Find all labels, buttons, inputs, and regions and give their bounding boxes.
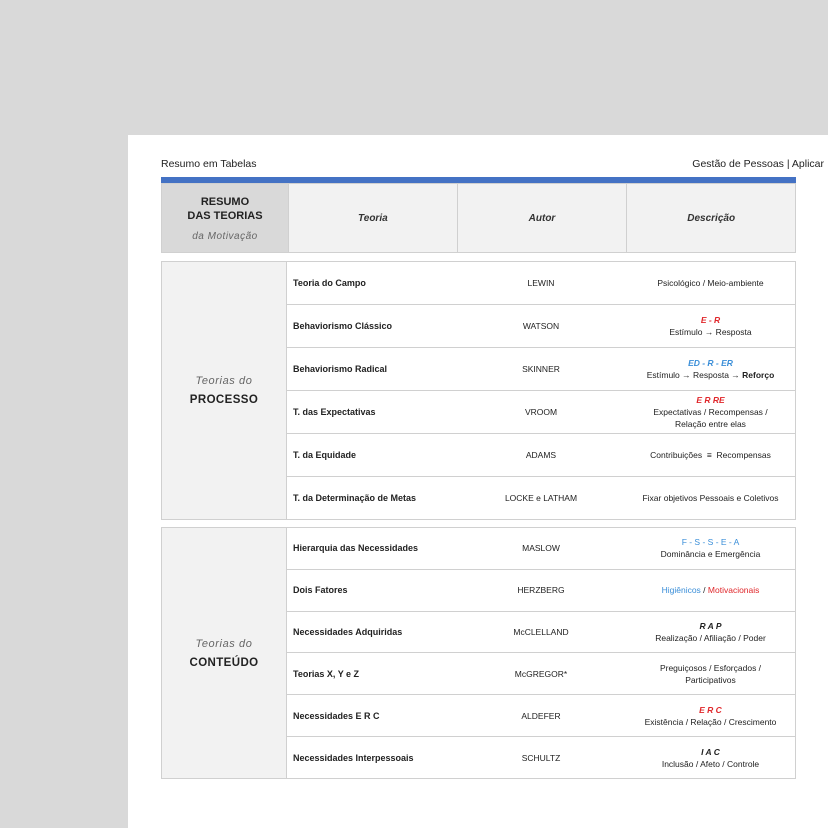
desc-code: E R C xyxy=(699,704,722,715)
cell-autor: WATSON xyxy=(522,321,560,331)
group-label-bold: PROCESSO xyxy=(189,394,259,406)
cell-teoria: Necessidades E R C xyxy=(293,710,380,721)
cell-descricao xyxy=(626,570,795,611)
desc-text: Preguiçosos / Esforçados / xyxy=(659,662,762,673)
cell-autor: SCHULTZ xyxy=(521,752,561,763)
cell-autor: LEWIN xyxy=(527,278,555,288)
cell-descricao xyxy=(626,262,795,304)
desc-text: Fixar objetivos Pessoais e Coletivos xyxy=(642,493,779,503)
desc-code: R A P xyxy=(699,621,722,632)
cell-autor: SKINNER xyxy=(522,364,560,374)
table-row xyxy=(287,434,795,477)
cell-teoria: Necessidades Interpessoais xyxy=(293,752,414,763)
table-title-line2: DAS TEORIAS xyxy=(187,209,263,222)
col-header-descricao: Descrição xyxy=(626,184,795,252)
desc-code: I A C xyxy=(701,746,720,757)
cell-descricao xyxy=(626,477,795,519)
desc-text: Inclusão / Afeto / Controle xyxy=(661,758,760,769)
desc-bold: Reforço xyxy=(742,370,775,380)
table-title-line1: RESUMO xyxy=(200,195,250,208)
cell-teoria: T. das Expectativas xyxy=(293,407,376,417)
desc-text: Contribuições ≡ Recompensas xyxy=(650,450,771,460)
group-label-conteudo xyxy=(162,528,287,778)
table-row xyxy=(287,305,795,348)
cell-autor: McCLELLAND xyxy=(513,627,569,638)
table-row xyxy=(287,348,795,391)
desc-code: E R RE xyxy=(696,395,725,405)
cell-descricao xyxy=(626,737,795,778)
desc-text: Estímulo → Resposta xyxy=(669,327,752,337)
desc-code: E - R xyxy=(700,315,721,325)
table-row xyxy=(287,391,795,434)
header-left: Resumo em Tabelas xyxy=(161,158,257,170)
cell-teoria: Behaviorismo Clássico xyxy=(293,321,393,331)
table-row xyxy=(287,653,795,695)
desc-separator: / xyxy=(700,585,708,596)
group-label-processo xyxy=(162,262,287,519)
cell-descricao xyxy=(626,391,795,433)
table-row xyxy=(287,570,795,612)
desc-code: ED - R - ER xyxy=(688,358,733,368)
cell-descricao xyxy=(626,653,795,694)
table-title-cell xyxy=(162,184,288,252)
col-header-teoria: Teoria xyxy=(288,184,457,252)
cell-autor: ADAMS xyxy=(525,450,557,460)
cell-teoria: Behaviorismo Radical xyxy=(293,364,388,374)
cell-autor: ALDEFER xyxy=(521,710,561,721)
desc-code: F - S - S - E - A xyxy=(681,537,740,548)
desc-text: Existência / Relação / Crescimento xyxy=(644,716,777,727)
document-page xyxy=(128,135,828,828)
table-row xyxy=(287,695,795,737)
cell-teoria: T. da Determinação de Metas xyxy=(293,493,417,503)
desc-red: Motivacionais xyxy=(707,585,760,596)
table-subtitle: da Motivação xyxy=(192,230,258,242)
desc-text-2: Participativos xyxy=(685,674,736,685)
cell-descricao xyxy=(626,434,795,476)
desc-text: Expectativas / Recompensas / xyxy=(653,407,768,417)
cell-descricao xyxy=(626,348,795,390)
cell-teoria: Necessidades Adquiridas xyxy=(293,627,403,638)
desc-line xyxy=(647,369,775,381)
desc-text: Estímulo → Resposta → xyxy=(646,370,740,380)
cell-teoria: T. da Equidade xyxy=(293,450,357,460)
cell-autor: MASLOW xyxy=(522,543,560,554)
group-conteudo xyxy=(161,527,796,779)
cell-teoria: Hierarquia das Necessidades xyxy=(293,543,419,554)
desc-text: Dominância e Emergência xyxy=(660,549,761,560)
cell-teoria: Dois Fatores xyxy=(293,585,348,596)
table-header xyxy=(161,183,796,253)
table-row xyxy=(287,477,795,519)
cell-teoria: Teorias X, Y e Z xyxy=(293,668,360,679)
desc-text-2: Relação entre elas xyxy=(675,419,746,429)
cell-descricao xyxy=(626,695,795,736)
cell-descricao xyxy=(626,305,795,347)
group-label-italic: Teorias do xyxy=(195,637,253,650)
group-label-italic: Teorias do xyxy=(195,375,253,387)
cell-descricao xyxy=(626,528,795,569)
desc-text: Realização / Afiliação / Poder xyxy=(655,633,766,644)
table-row xyxy=(287,612,795,654)
header-right: Gestão de Pessoas | Aplicar xyxy=(692,158,824,170)
desc-blue: Higiênicos xyxy=(661,585,701,596)
table-row xyxy=(287,262,795,305)
cell-descricao xyxy=(626,612,795,653)
table-row xyxy=(287,528,795,570)
cell-teoria: Teoria do Campo xyxy=(293,278,366,288)
cell-autor: VROOM xyxy=(524,407,558,417)
cell-autor: HERZBERG xyxy=(517,585,565,596)
table-row xyxy=(287,737,795,778)
cell-autor: LOCKE e LATHAM xyxy=(504,493,578,503)
desc-text: Psicológico / Meio-ambiente xyxy=(657,278,764,288)
group-processo xyxy=(161,261,796,520)
desc-line xyxy=(662,584,760,596)
cell-autor: McGREGOR* xyxy=(514,668,568,679)
group-label-bold: CONTEÚDO xyxy=(189,656,259,669)
col-header-autor: Autor xyxy=(457,184,627,252)
